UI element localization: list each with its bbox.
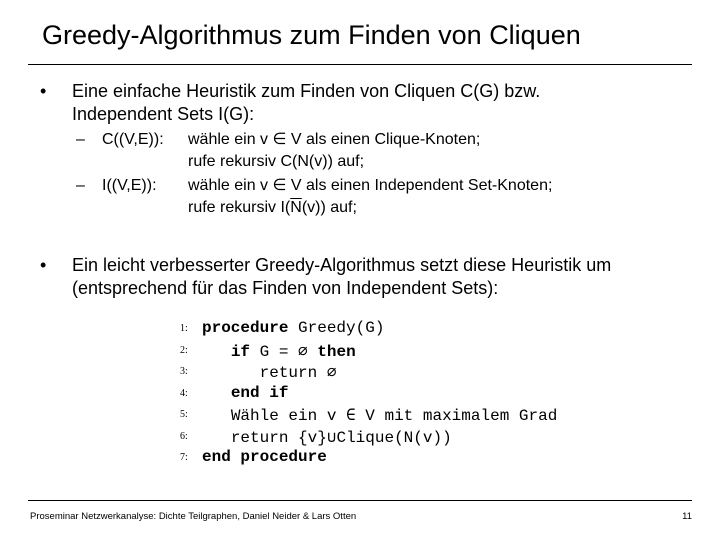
line-number: 4: xyxy=(180,387,188,399)
sub-bullet-c-line-2: rufe rekursiv C(N(v)) auf; xyxy=(188,153,365,170)
line-number: 1: xyxy=(180,323,188,334)
bullet-marker: • xyxy=(40,81,47,101)
title-divider xyxy=(28,64,692,65)
sub-bullet-c-line-1: wähle ein v ∈ V als einen Clique-Knoten; xyxy=(188,131,481,148)
bullet-2-line-2: (entsprechend für das Finden von Independent Sets): xyxy=(72,278,499,298)
line-number: 6: xyxy=(180,430,188,442)
bullet-2-line-1: Ein leicht verbesserter Greedy-Algorithmus setzt diese Heuristik um xyxy=(72,255,612,275)
bullet-1-line-2: Independent Sets I(G): xyxy=(72,104,255,124)
page-number: 11 xyxy=(682,511,692,522)
line-number: 3: xyxy=(180,366,188,377)
bullet-marker: • xyxy=(40,255,47,275)
line-number: 7: xyxy=(180,452,188,463)
slide-title: Greedy-Algorithmus zum Finden von Cliquen xyxy=(42,20,581,50)
complement-overline: $\overline{N}$ xyxy=(290,199,302,216)
sub-bullet-i-line-2: rufe rekursiv $I(\overline{N}(v))$ auf; xyxy=(188,199,357,216)
sub-bullet-c-label: C((V,E)): xyxy=(102,131,164,148)
sub-bullet-i-label: I((V,E)): xyxy=(102,177,157,194)
sub-bullet-i-line-1: wähle ein v ∈ V als einen Independent Set-Knoten; xyxy=(188,177,553,194)
bullet-1-line-1: Eine einfache Heuristik zum Finden von Cliquen C(G) bzw. xyxy=(72,81,541,101)
sub-bullet-dash: – xyxy=(76,177,85,194)
line-number: 5: xyxy=(180,409,188,420)
sub-bullet-dash: – xyxy=(76,131,85,148)
line-number: 2: xyxy=(180,344,188,356)
footer-credits: Proseminar Netzwerkanalyse: Dichte Teilgraphen, Daniel Neider & Lars Otten xyxy=(30,511,357,522)
footer-divider xyxy=(28,500,692,501)
